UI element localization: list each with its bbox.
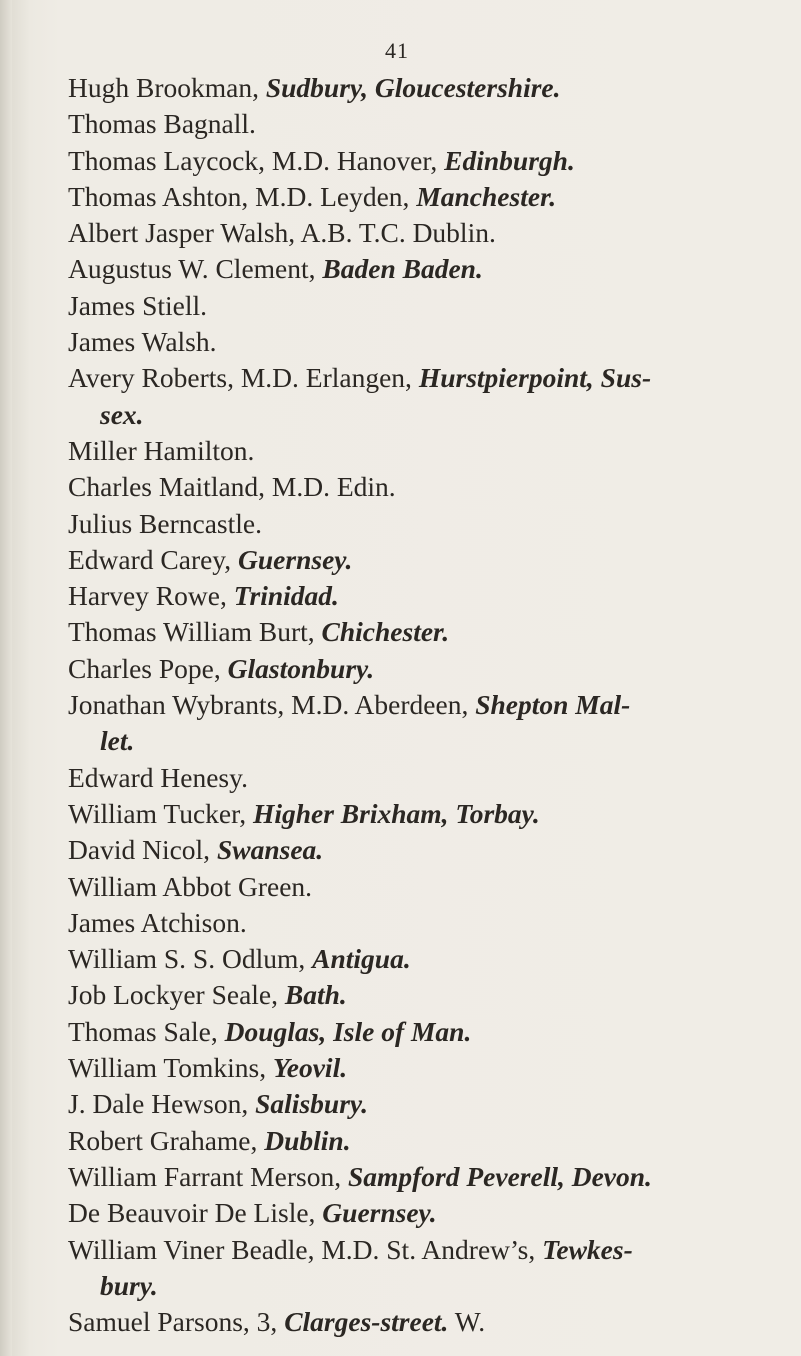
list-item	[68, 1159, 788, 1195]
member-place: Higher Brixham, Torbay.	[252, 797, 540, 829]
list-item	[68, 215, 788, 251]
list-item	[68, 179, 788, 215]
member-name: William Abbot Green.	[68, 870, 313, 902]
list-item	[68, 1086, 788, 1122]
list-item	[68, 1304, 788, 1340]
member-place: Sampford Peverell, Devon.	[347, 1160, 652, 1192]
member-place: Baden Baden.	[322, 253, 483, 285]
member-name: Thomas Bagnall.	[68, 108, 256, 140]
list-item	[68, 869, 788, 905]
member-place: let.	[100, 725, 135, 757]
member-name: Charles Maitland, M.D. Edin.	[68, 471, 396, 503]
member-place: Dublin.	[264, 1124, 351, 1156]
list-item	[68, 578, 788, 614]
list-item	[68, 70, 788, 106]
member-place: Hurstpierpoint, Sus-	[418, 362, 652, 394]
list-item	[68, 360, 788, 396]
list-item	[68, 687, 788, 723]
member-place: Tewkes-	[542, 1233, 633, 1265]
list-item	[68, 506, 788, 542]
list-item-continuation	[68, 1268, 788, 1304]
member-name: William Viner Beadle, M.D. St. Andrew’s,	[68, 1233, 543, 1265]
list-item	[68, 760, 788, 796]
member-place: Yeovil.	[273, 1052, 348, 1084]
list-item	[68, 143, 788, 179]
member-place: Trinidad.	[233, 580, 339, 612]
list-item	[68, 614, 788, 650]
list-item	[68, 796, 788, 832]
member-place: Guernsey.	[238, 543, 353, 575]
list-item	[68, 1195, 788, 1231]
list-item	[68, 651, 788, 687]
member-name: Thomas Sale,	[68, 1015, 225, 1047]
list-item	[68, 1014, 788, 1050]
member-name: James Walsh.	[68, 326, 217, 358]
list-item-continuation	[68, 723, 788, 759]
member-name: Edward Henesy.	[68, 761, 248, 793]
list-item	[68, 1050, 788, 1086]
member-name: Edward Carey,	[68, 543, 239, 575]
member-place: Swansea.	[216, 834, 324, 866]
member-name: Augustus W. Clement,	[68, 253, 323, 285]
member-place: Clarges-street.	[284, 1306, 449, 1338]
member-name: Samuel Parsons, 3,	[68, 1306, 285, 1338]
member-place: Shepton Mal-	[475, 689, 631, 721]
member-place: Bath.	[284, 979, 347, 1011]
list-item	[68, 324, 788, 360]
member-name: William Farrant Merson,	[68, 1160, 348, 1192]
member-name: Julius Berncastle.	[68, 507, 262, 539]
list-item	[68, 1232, 788, 1268]
member-place: Manchester.	[416, 180, 557, 212]
member-place: Salisbury.	[255, 1088, 368, 1120]
list-item	[68, 542, 788, 578]
page-gutter	[0, 0, 12, 1356]
member-place: Guernsey.	[322, 1197, 437, 1229]
member-name: James Stiell.	[68, 289, 208, 321]
member-name: William Tucker,	[68, 797, 253, 829]
member-place: Antigua.	[312, 943, 411, 975]
list-item	[68, 977, 788, 1013]
member-name: William Tomkins,	[68, 1052, 274, 1084]
member-name: Jonathan Wybrants, M.D. Aberdeen,	[68, 689, 476, 721]
member-name: Thomas Laycock, M.D. Hanover,	[68, 144, 445, 176]
member-place: Glastonbury.	[227, 652, 375, 684]
member-name: J. Dale Hewson,	[68, 1088, 256, 1120]
member-place: Sudbury, Gloucestershire.	[265, 72, 561, 103]
member-suffix: W.	[448, 1306, 486, 1338]
member-name: David Nicol,	[68, 834, 217, 866]
member-name: Miller Hamilton.	[68, 434, 255, 466]
member-name: Thomas Ashton, M.D. Leyden,	[68, 180, 417, 212]
member-name: Albert Jasper Walsh, A.B. T.C. Dublin.	[68, 217, 496, 249]
member-list	[68, 70, 788, 1340]
member-name: Avery Roberts, M.D. Erlangen,	[68, 362, 419, 394]
list-item	[68, 469, 788, 505]
list-item	[68, 941, 788, 977]
member-place: Edinburgh.	[444, 144, 575, 176]
member-name: Harvey Rowe,	[68, 580, 234, 612]
list-item	[68, 106, 788, 142]
member-place: bury.	[100, 1269, 158, 1301]
member-place: sex.	[100, 398, 144, 430]
list-item	[68, 433, 788, 469]
member-name: James Atchison.	[68, 906, 247, 938]
list-item	[68, 251, 788, 287]
member-name: Hugh Brookman,	[68, 72, 266, 103]
member-name: William S. S. Odlum,	[68, 943, 313, 975]
page-number: 41	[385, 38, 409, 63]
member-place: Chichester.	[321, 616, 450, 648]
list-item	[68, 1123, 788, 1159]
list-item	[68, 905, 788, 941]
member-name: Robert Grahame,	[68, 1124, 265, 1156]
member-place: Douglas, Isle of Man.	[224, 1015, 472, 1047]
list-item	[68, 832, 788, 868]
member-name: Job Lockyer Seale,	[68, 979, 285, 1011]
list-item-continuation	[68, 397, 788, 433]
list-item	[68, 288, 788, 324]
member-name: Charles Pope,	[68, 652, 228, 684]
member-name: Thomas William Burt,	[68, 616, 322, 648]
member-name: De Beauvoir De Lisle,	[68, 1197, 323, 1229]
